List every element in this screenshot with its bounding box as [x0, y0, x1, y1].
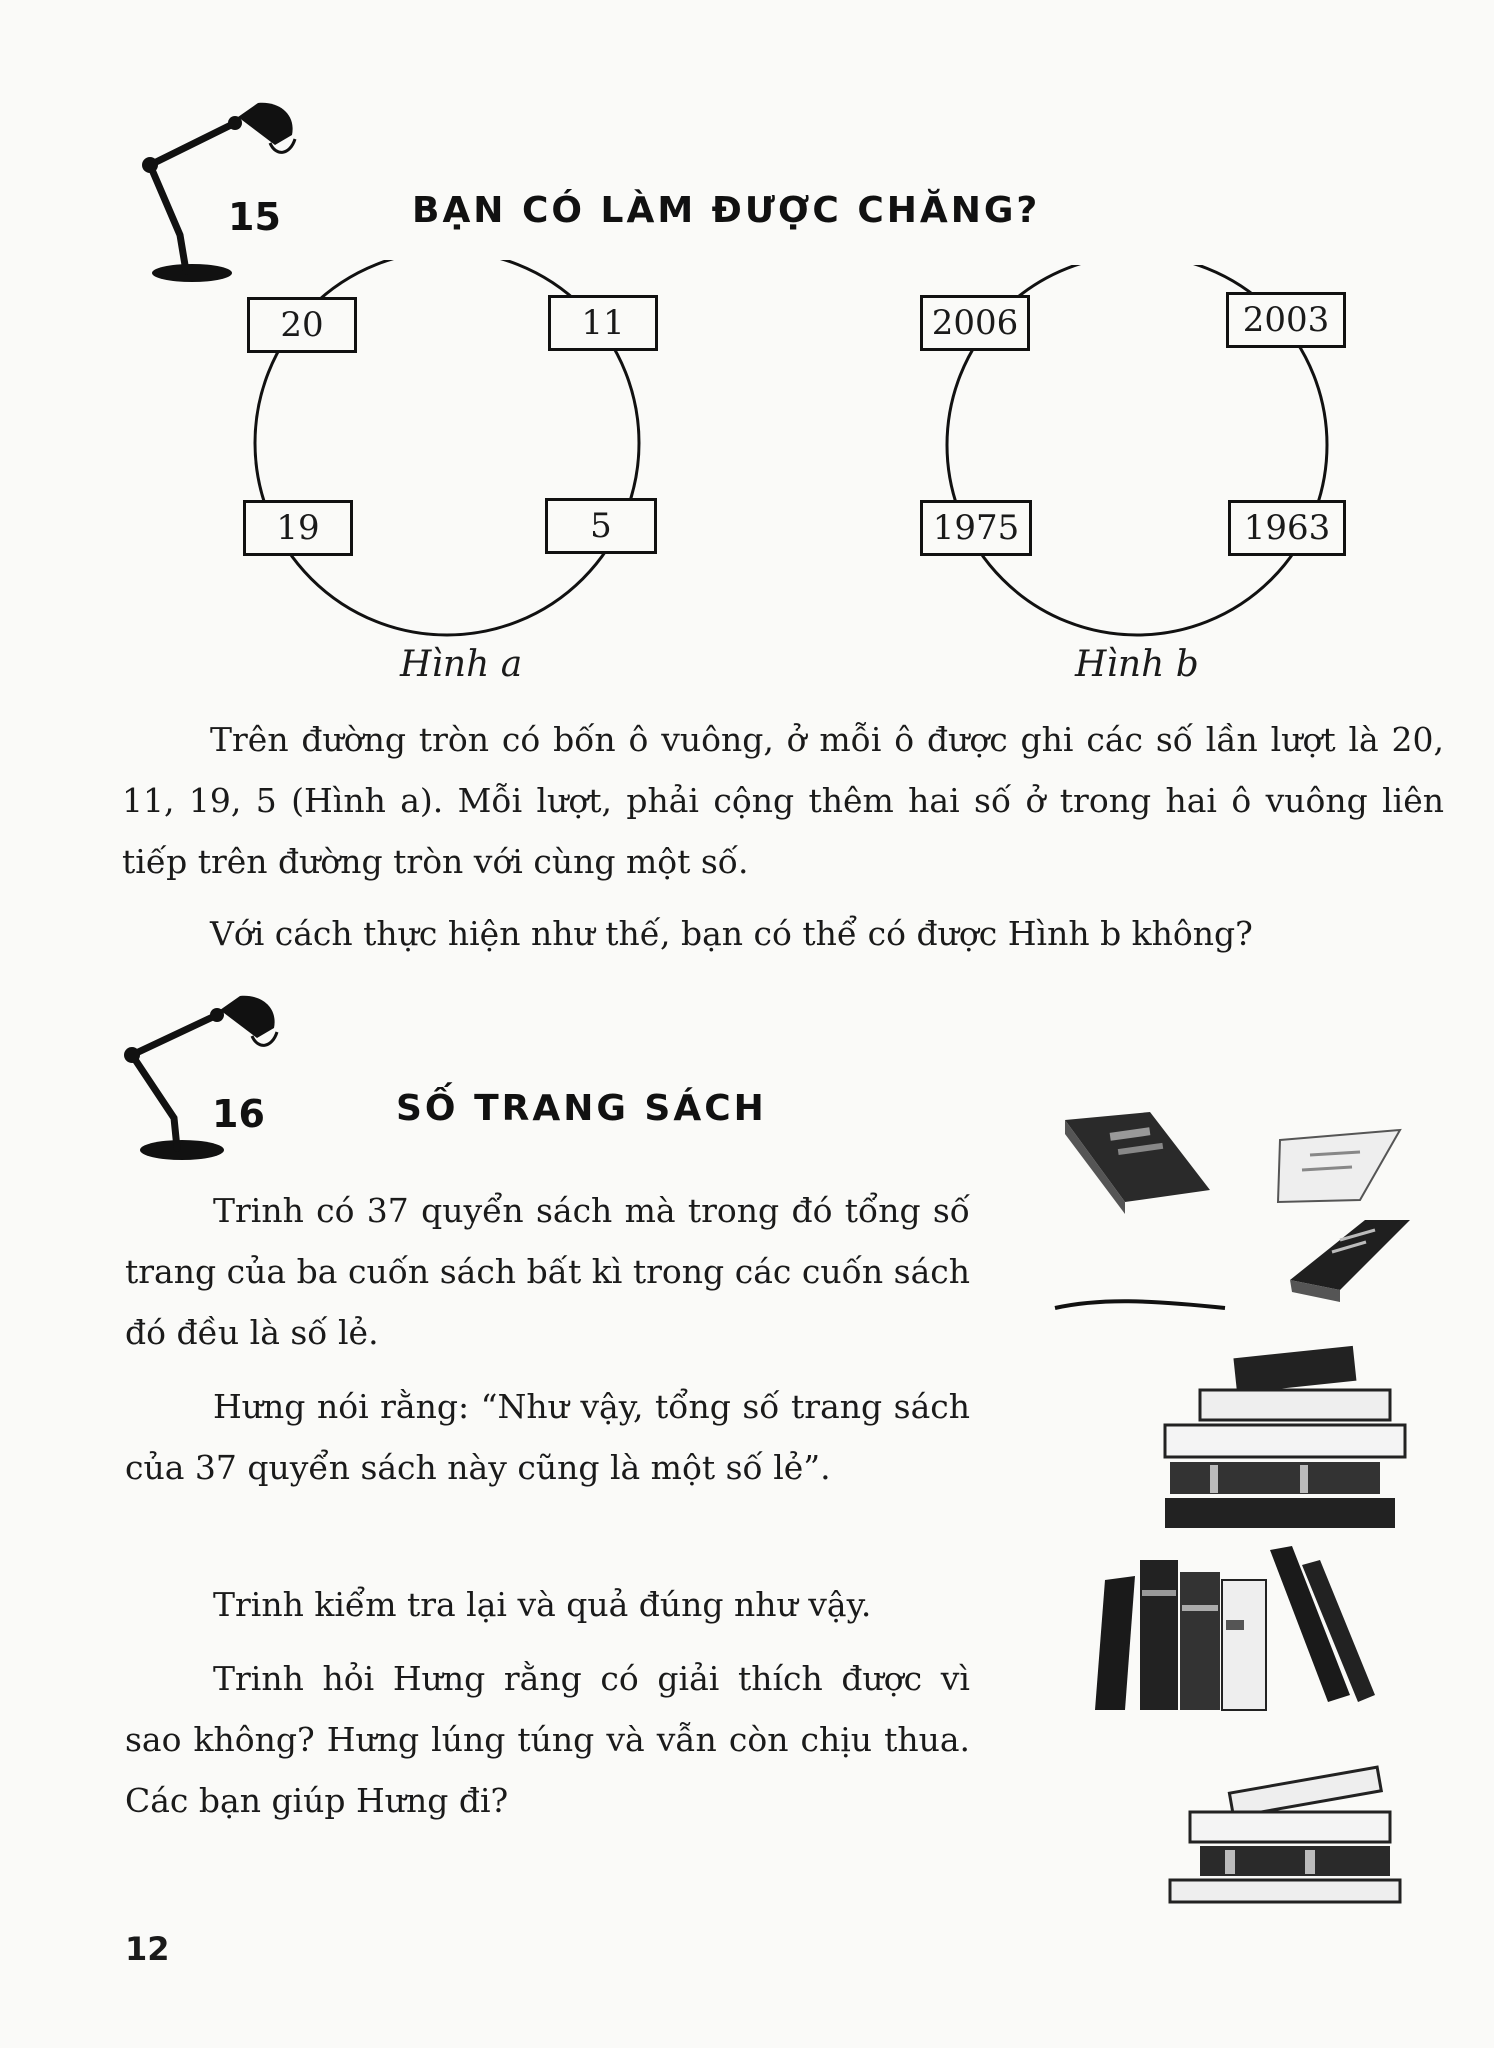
problem-15-title: BẠN CÓ LÀM ĐƯỢC CHĂNG?	[412, 190, 1041, 231]
figure-a-box-bottom-right: 5	[545, 498, 657, 554]
figure-a-box-top-right: 11	[548, 295, 658, 351]
books-illustration	[1040, 1090, 1440, 1910]
problem-16-paragraph-1: Trinh có 37 quyển sách mà trong đó tổng số trang của ba cuốn sách bất kì trong các cuốn sách đó đều là số lẻ.	[125, 1191, 970, 1352]
problem-15-paragraph-2: Với cách thực hiện như thế, bạn có thể có được Hình b không?	[210, 914, 1253, 953]
problem-16-paragraph-2: Hưng nói rằng: “Như vậy, tổng số trang sách của 37 quyển sách này cũng là một số lẻ”.	[125, 1387, 970, 1487]
figure-b-box-top-left: 2006	[920, 295, 1030, 351]
desk-lamp-icon	[140, 95, 300, 285]
figure-b-caption: Hình b	[1075, 644, 1199, 685]
problem-16-title: SỐ TRANG SÁCH	[396, 1088, 767, 1129]
figure-b-box-bottom-left: 1975	[920, 500, 1032, 556]
problem-16-paragraph-3: Trinh kiểm tra lại và quả đúng như vậy.	[213, 1585, 872, 1624]
figure-a-box-top-left: 20	[247, 297, 357, 353]
problem-16-number: 16	[212, 1092, 265, 1136]
problem-15-number: 15	[228, 195, 281, 239]
problem-16-paragraph-4: Trinh hỏi Hưng rằng có giải thích được vì sao không? Hưng lúng túng và vẫn còn chịu thua. Các bạn giúp Hưng đi?	[125, 1659, 970, 1820]
page-number: 12	[125, 1930, 170, 1968]
figure-a-caption: Hình a	[400, 644, 523, 685]
desk-lamp-icon	[122, 990, 282, 1165]
figure-b-box-bottom-right: 1963	[1228, 500, 1346, 556]
figure-a-box-bottom-left: 19	[243, 500, 353, 556]
figure-b-box-top-right: 2003	[1226, 292, 1346, 348]
problem-15-paragraph-1: Trên đường tròn có bốn ô vuông, ở mỗi ô được ghi các số lần lượt là 20, 11, 19, 5 (Hình a). Mỗi lượt, phải cộng thêm hai số ở trong hai ô vuông liên tiếp trên đường tròn với cùng một số.	[122, 720, 1444, 881]
